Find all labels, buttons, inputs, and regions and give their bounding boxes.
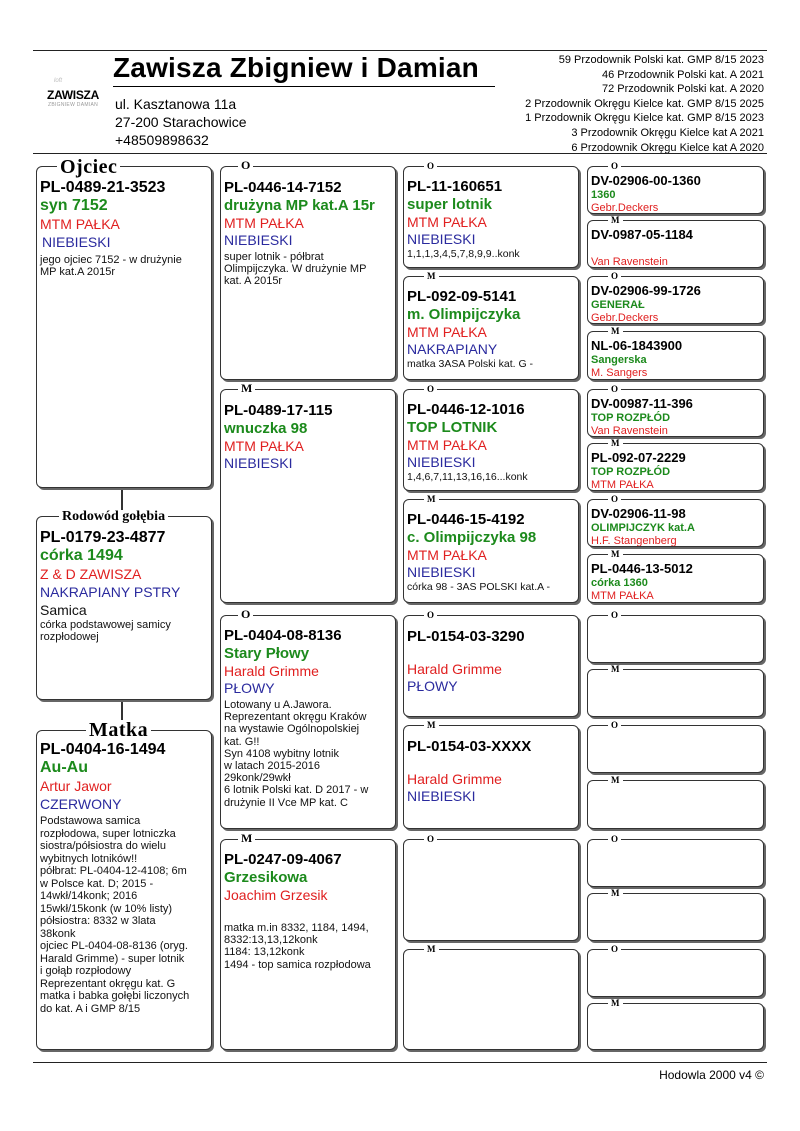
note-line: ojciec PL-0404-08-8136 (oryg.: [40, 940, 188, 952]
note-line: Syn 4108 wybitny lotnik: [224, 747, 339, 760]
mf-note: [224, 699, 392, 809]
achievement-item: 72 Przodownik Polski kat. A 2020: [601, 83, 764, 96]
g4-name: GENERAŁ: [591, 299, 645, 311]
note-line: Podstawowa samica: [40, 815, 141, 827]
g4-breeder: Van Ravenstein: [591, 425, 668, 437]
fm-color: NIEBIESKI: [224, 455, 293, 471]
mm-name: Grzesikowa: [224, 869, 308, 886]
fm-name: wnuczka 98: [224, 420, 308, 437]
fff-ring: PL-11-160651: [407, 178, 503, 195]
ff-breeder: MTM PAŁKA: [224, 215, 304, 231]
note-line: do kat. A i GMP 8/15: [40, 1002, 141, 1015]
ffm-note: matka 3ASA Polski kat. G -: [407, 358, 534, 370]
father-label: [57, 157, 120, 177]
fff-breeder: MTM PAŁKA: [407, 214, 487, 230]
g4-sex-label: O: [608, 385, 621, 394]
spacer: [591, 243, 760, 256]
note-line: kat. G!!: [224, 735, 260, 748]
label-text: Rodowód gołębia: [62, 509, 166, 524]
ff-note: [224, 251, 392, 288]
mother-ring: PL-0404-16-1494: [40, 741, 166, 758]
header-rule: [33, 153, 767, 154]
mfm-sex-label: M: [424, 721, 439, 730]
note-line: 1184: 13,12konk: [224, 946, 305, 959]
father-note: [40, 254, 208, 279]
note-line: Reprezentant okręgu Kraków: [224, 711, 367, 724]
achievements-list: [525, 53, 764, 155]
top-rule: [33, 50, 767, 51]
gen4-empty-card[interactable]: [587, 725, 764, 773]
fff-note: 1,1,1,3,4,5,7,8,9,9..konk: [407, 248, 520, 260]
note-line: Olimpijczyka. W drużynie MP: [224, 263, 367, 276]
ff-card[interactable]: [220, 166, 396, 380]
software-credit: Hodowla 2000 v4 ©: [659, 1068, 764, 1082]
mf-color: PŁOWY: [224, 680, 275, 696]
ff-name: drużyna MP kat.A 15r: [224, 197, 375, 214]
note-line: Reprezentant okręgu kat. G: [40, 977, 176, 990]
note-line: 6 lotnik Polski kat. D 2017 - w: [224, 784, 369, 797]
fmm-color: NIEBIESKI: [407, 564, 476, 580]
g4-sex-label: M: [608, 999, 623, 1008]
mf-sex-label: O: [238, 608, 253, 620]
gen4-card-7[interactable]: [587, 499, 764, 547]
gen4-empty-card[interactable]: [587, 780, 764, 829]
gen4-card-8[interactable]: [587, 554, 764, 603]
subject-ring: PL-0179-23-4877: [40, 529, 166, 546]
mff-sex-label: O: [424, 611, 437, 620]
logo-text: ZAWISZA: [47, 88, 99, 102]
ff-sex-label: O: [238, 159, 253, 171]
ffm-breeder: MTM PAŁKA: [407, 324, 487, 340]
mf-name: Stary Płowy: [224, 645, 310, 662]
father-card[interactable]: [36, 166, 212, 488]
note-line: córka podstawowej samicy: [40, 619, 171, 631]
loft-logo: [40, 78, 106, 108]
mff-ring: PL-0154-03-3290: [407, 628, 525, 645]
mf-ring: PL-0404-08-8136: [224, 627, 342, 644]
fmm-name: c. Olimpijczyka 98: [407, 529, 537, 546]
g4-ring: DV-02906-11-98: [591, 506, 686, 521]
g4-ring: PL-0446-13-5012: [591, 561, 693, 576]
note-line: kat. A 2015r: [224, 275, 283, 288]
note-line: 1494 - top samica rozpłodowa: [224, 958, 371, 971]
gen4-empty-card[interactable]: [587, 669, 764, 717]
note-line: 8332:13,13,12konk: [224, 934, 318, 947]
note-line: półsiostra: 8332 w 3lata: [40, 915, 156, 927]
g4-ring: NL-06-1843900: [591, 338, 683, 353]
g4-ring: DV-00987-11-396: [591, 396, 693, 411]
g4-sex-label: O: [608, 495, 621, 504]
mm-card[interactable]: [220, 839, 396, 1050]
g4-breeder: MTM PAŁKA: [591, 590, 654, 602]
note-line: i gołąb rozpłodowy: [40, 965, 132, 977]
gen4-empty-card[interactable]: [587, 949, 764, 997]
achievement-item: 1 Przodownik Okręgu Kielce kat. GMP 8/15 2023: [525, 112, 764, 125]
g4-sex-label: M: [608, 327, 623, 336]
fmf-sex-label: O: [424, 385, 437, 394]
note-line: na wystawie Ogólnopolskiej: [224, 723, 360, 736]
g4-sex-label: M: [608, 776, 623, 785]
note-line: Lotowany u A.Jawora.: [224, 699, 332, 711]
note-line: matka i babka gołębi liczonych: [40, 990, 190, 1002]
g4-name: TOP ROZPŁÓD: [591, 412, 671, 424]
achievement-item: 46 Przodownik Polski kat. A 2021: [601, 68, 764, 81]
mff-color: PŁOWY: [407, 678, 458, 694]
gen4-card-6[interactable]: [587, 443, 764, 491]
mfm-ring: PL-0154-03-XXXX: [407, 738, 532, 755]
mfm-breeder: Harald Grimme: [407, 771, 502, 787]
mmm-card[interactable]: [403, 949, 579, 1050]
subject-note: [40, 619, 208, 644]
title-underline: [113, 86, 495, 87]
g4-breeder: M. Sangers: [591, 367, 648, 379]
mother-name: Au-Au: [40, 759, 88, 776]
g4-ring: DV-02906-00-1360: [591, 173, 701, 188]
g4-name: OLIMPIJCZYK kat.A: [591, 522, 695, 534]
fmf-name: TOP LOTNIK: [407, 419, 498, 436]
mmf-card[interactable]: [403, 839, 579, 941]
g4-sex-label: O: [608, 835, 621, 844]
gen4-empty-card[interactable]: [587, 1003, 764, 1050]
ffm-sex-label: M: [424, 272, 439, 281]
ffm-ring: PL-092-09-5141: [407, 288, 517, 305]
address-city: 27-200 Starachowice: [115, 114, 247, 130]
spacer: [407, 756, 575, 771]
note-line: siostra/półsiostra do wielu: [40, 840, 166, 852]
g4-breeder: Gebr.Deckers: [591, 312, 659, 324]
mm-ring: PL-0247-09-4067: [224, 851, 342, 868]
gen4-card-1[interactable]: [587, 166, 764, 214]
note-line: jego ojciec 7152 - w drużynie: [40, 254, 182, 266]
note-line: w latach 2015-2016: [224, 760, 321, 773]
fm-breeder: MTM PAŁKA: [224, 438, 304, 454]
note-line: matka m.in 8332, 1184, 1494,: [224, 922, 369, 934]
note-line: Harald Grimme) - super lotnik: [40, 952, 185, 965]
g4-sex-label: M: [608, 550, 623, 559]
gen4-card-2[interactable]: [587, 220, 764, 268]
gen4-empty-card[interactable]: [587, 839, 764, 887]
gen4-card-5[interactable]: [587, 389, 764, 437]
note-line: 29konk/29wkł: [224, 772, 291, 785]
fmf-card[interactable]: [403, 389, 579, 491]
father-name: syn 7152: [40, 197, 108, 214]
note-line: drużynie II Vce MP kat. C: [224, 796, 348, 809]
subject-card[interactable]: [36, 516, 212, 700]
g4-breeder: MTM PAŁKA: [591, 479, 654, 491]
father-ring: PL-0489-21-3523: [40, 179, 166, 196]
fmf-note: 1,4,6,7,11,13,16,16...konk: [407, 471, 528, 483]
mff-card[interactable]: [403, 615, 579, 717]
g4-sex-label: O: [608, 162, 621, 171]
subject-sex: Samica: [40, 602, 87, 618]
note-line: super lotnik - półbrat: [224, 251, 324, 263]
subject-name: córka 1494: [40, 547, 123, 564]
mother-color: CZERWONY: [40, 796, 122, 812]
g4-ring: DV-02906-99-1726: [591, 283, 701, 298]
g4-sex-label: M: [608, 439, 623, 448]
note-line: 38konk: [40, 927, 76, 940]
mmf-sex-label: O: [424, 835, 437, 844]
fmf-color: NIEBIESKI: [407, 454, 476, 470]
g4-sex-label: M: [608, 889, 623, 898]
note-line: 14wkł/14konk; 2016: [40, 890, 138, 902]
fff-sex-label: O: [424, 162, 437, 171]
achievement-item: 2 Przodownik Okręgu Kielce kat. GMP 8/15 2025: [525, 97, 764, 110]
footer-rule: [33, 1062, 767, 1063]
logo-subtext: ZBIGNIEW DAMIAN: [47, 102, 99, 108]
mother-breeder: Artur Jawor: [40, 778, 112, 794]
g4-sex-label: O: [608, 611, 621, 620]
fmm-card[interactable]: [403, 499, 579, 603]
achievement-item: 59 Przodownik Polski kat. GMP 8/15 2023: [558, 54, 764, 66]
fmf-ring: PL-0446-12-1016: [407, 401, 525, 418]
g4-sex-label: M: [608, 665, 623, 674]
g4-ring: PL-092-07-2229: [591, 450, 686, 465]
note-line: półbrat: PL-0404-12-4108; 6m: [40, 865, 187, 877]
fff-name: super lotnik: [407, 196, 493, 213]
note-line: w Polsce kat. D; 2015 -: [40, 877, 154, 890]
g4-sex-label: O: [608, 721, 621, 730]
mfm-color: NIEBIESKI: [407, 788, 476, 804]
note-line: rozpłodowej: [40, 631, 99, 644]
subject-breeder: Z & D ZAWISZA: [40, 566, 142, 582]
mother-note: [40, 815, 208, 1015]
achievement-item: 3 Przodownik Okręgu Kielce kat A 2021: [571, 126, 764, 139]
breeder-title: Zawisza Zbigniew i Damian: [113, 52, 479, 83]
spacer: [407, 646, 575, 661]
g4-sex-label: M: [608, 216, 623, 225]
g4-sex-label: O: [608, 945, 621, 954]
gen4-empty-card[interactable]: [587, 615, 764, 663]
note-line: rozpłodowa, super lotniczka: [40, 827, 176, 840]
mother-label: [86, 720, 151, 740]
subject-label: [59, 510, 168, 524]
ff-ring: PL-0446-14-7152: [224, 179, 342, 196]
father-color: NIEBIESKI: [42, 234, 111, 250]
fff-color: NIEBIESKI: [407, 231, 476, 247]
ff-color: NIEBIESKI: [224, 232, 293, 248]
mff-breeder: Harald Grimme: [407, 661, 502, 677]
gen4-card-4[interactable]: [587, 331, 764, 380]
fmm-sex-label: M: [424, 495, 439, 504]
note-line: 15wkł/15konk (w 10% listy): [40, 902, 173, 915]
mf-card[interactable]: [220, 615, 396, 829]
address-street: ul. Kasztanowa 11a: [115, 96, 237, 112]
fff-card[interactable]: [403, 166, 579, 268]
gen4-card-3[interactable]: [587, 276, 764, 324]
g4-name: 1360: [591, 189, 616, 201]
logo-tag: loft: [54, 78, 63, 84]
achievement-item: 6 Przodownik Okręgu Kielce kat A 2020: [571, 141, 764, 154]
g4-name: TOP ROZPŁÓD: [591, 466, 671, 478]
subject-color: NAKRAPIANY PSTRY: [40, 584, 181, 600]
g4-sex-label: O: [608, 272, 621, 281]
mfm-card[interactable]: [403, 725, 579, 829]
label-text: Ojciec: [60, 156, 118, 178]
mm-breeder: Joachim Grzesik: [224, 887, 328, 903]
g4-name: Sangerska: [591, 354, 647, 366]
note-line: MP kat.A 2015r: [40, 266, 116, 279]
g4-breeder: H.F. Stangenberg: [591, 535, 677, 547]
fm-card[interactable]: [220, 389, 396, 603]
fm-ring: PL-0489-17-115: [224, 402, 333, 419]
fmm-ring: PL-0446-15-4192: [407, 511, 525, 528]
label-text: Matka: [89, 719, 149, 741]
mf-breeder: Harald Grimme: [224, 663, 319, 679]
fmf-breeder: MTM PAŁKA: [407, 437, 487, 453]
mmm-sex-label: M: [424, 945, 439, 954]
g4-breeder: Van Ravenstein: [591, 256, 668, 268]
mother-card[interactable]: [36, 730, 212, 1050]
ffm-name: m. Olimpijczyka: [407, 306, 521, 323]
father-breeder: MTM PAŁKA: [40, 216, 120, 232]
ffm-color: NAKRAPIANY: [407, 341, 498, 357]
g4-name: córka 1360: [591, 577, 648, 589]
fm-sex-label: M: [238, 382, 255, 394]
gen4-empty-card[interactable]: [587, 893, 764, 941]
note-line: wybitnych lotników!!: [40, 852, 138, 865]
ffm-card[interactable]: [403, 276, 579, 380]
phone-number: +48509898632: [115, 132, 209, 148]
g4-ring: DV-0987-05-1184: [591, 227, 693, 242]
mm-sex-label: M: [238, 832, 255, 844]
g4-breeder: Gebr.Deckers: [591, 202, 659, 214]
mm-note: [224, 922, 392, 971]
fmm-note: córka 98 - 3AS POLSKI kat.A -: [407, 581, 550, 593]
fmm-breeder: MTM PAŁKA: [407, 547, 487, 563]
